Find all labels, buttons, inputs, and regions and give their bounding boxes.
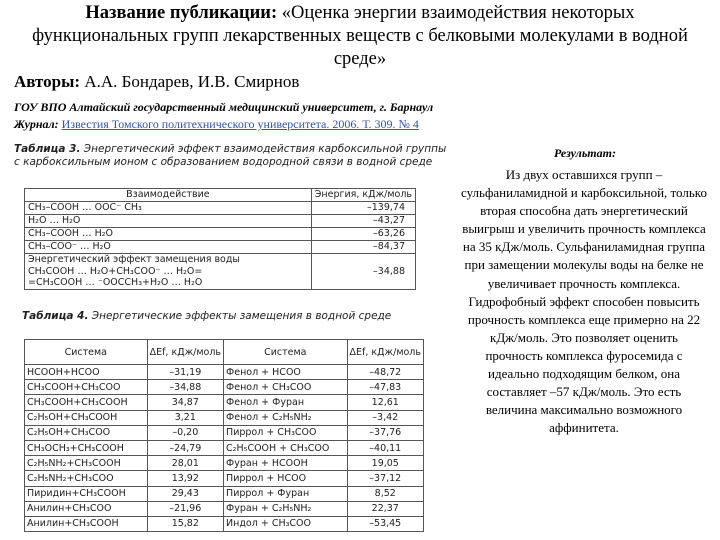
table4-body [25, 365, 424, 532]
authors-value: А.А. Бондарев, И.В. Смирнов [84, 72, 300, 91]
table4-cell: Фенол + Фуран [224, 395, 347, 410]
table4-cell: 15,82 [147, 516, 223, 531]
table4 [24, 339, 424, 532]
result-title: Результат: [554, 146, 616, 160]
table4-cell: –37,76 [347, 425, 423, 440]
table4-cell: 29,43 [147, 486, 223, 501]
table4-cell: –47,83 [347, 380, 423, 395]
table4-cell: Фенол + HCOO [224, 365, 347, 380]
table4-cell: C₂H₅COOH + CH₃COO [224, 440, 347, 455]
table-row [25, 215, 416, 228]
table4-header: Система [224, 340, 347, 365]
table4-cell: –24,79 [147, 440, 223, 455]
table3-caption [14, 143, 454, 168]
table-row [25, 456, 424, 471]
table4-caption-label: Таблица 4. [22, 310, 89, 322]
table3-cell: H₂O … H₂O [25, 215, 312, 228]
table3-exchange-label: Энергетический эффект замещения воды [28, 254, 240, 265]
table4-header-row [25, 340, 424, 365]
affiliation: ГОУ ВПО Алтайский государственный медицинский университет, г. Барнаул [14, 100, 434, 114]
table-row [25, 228, 416, 241]
result-text: Из двух оставшихся групп – сульфаниламидной и карбоксильной, только вторая способна дать энергетический выигрыш и увеличить прочность комплекса на 35 кДж/моль. Сульфаниламидная группа при замещении молекулы воды на белке не увеличивает прочность комплекса. Гидрофобный эффект способен повысить прочность комплекса еще примерно на 22 кДж/моль. Это позволяет оценить прочность комплекса фуросемида с идеально подходящим белком, она составляет –57 кДж/моль. Это есть величина максимально возможного аффинитета. [461, 167, 707, 436]
table4-cell: Пиррол + CH₃COO [224, 425, 347, 440]
table3-cell: CH₃–COOH … H₂O [25, 228, 312, 241]
table4-cell: Анилин+CH₃COOH [25, 516, 148, 531]
table4-cell: –53,45 [347, 516, 423, 531]
table-row [25, 410, 424, 425]
table-row [25, 365, 424, 380]
table4-cell: 19,05 [347, 456, 423, 471]
table4-cell: –3,42 [347, 410, 423, 425]
table3 [24, 188, 416, 290]
table4-header: ΔEf, кДж/моль [347, 340, 423, 365]
publication-title [20, 2, 700, 71]
table4-cell: Пиридин+CH₃COOH [25, 486, 148, 501]
table-row [25, 241, 416, 254]
table3-exchange-cell [25, 254, 312, 290]
table3-cell: CH₃–COOH … OOC⁻ CH₃ [25, 202, 312, 215]
authors-label: Авторы: [14, 72, 81, 91]
table4-header: Система [25, 340, 148, 365]
table4-cell: 34,87 [147, 395, 223, 410]
table4-cell: 3,21 [147, 410, 223, 425]
table4-cell: Анилин+CH₃COO [25, 501, 148, 516]
table4-cell: CH₃COOH+CH₃COO [25, 380, 148, 395]
table3-cell: –63,26 [311, 228, 415, 241]
table4-caption-text: Энергетические эффекты замещения в водной среде [91, 310, 392, 322]
table-row [25, 501, 424, 516]
table3-caption-text: Энергетический эффект взаимодействия карбоксильной группы с карбоксильным ионом с образованием водородной связи в водной среде [14, 143, 447, 168]
table-row [25, 425, 424, 440]
table3-header: Взаимодействие [25, 189, 312, 202]
table-row [25, 471, 424, 486]
table4-cell: –40,11 [347, 440, 423, 455]
title-label: Название публикации: [85, 3, 278, 23]
table3-exchange-line2: =CH₃COOH … ⁻OOCCH₃+H₂O … H₂O [28, 277, 203, 288]
table-row [25, 395, 424, 410]
journal-line [14, 117, 419, 132]
table-row [25, 254, 416, 290]
table-row [25, 486, 424, 501]
table4-cell: Пиррол + Фуран [224, 486, 347, 501]
table3-cell: –139,74 [311, 202, 415, 215]
table4-cell: Фенол + CH₃COO [224, 380, 347, 395]
table4-cell: CH₃OCH₃+CH₃COOH [25, 440, 148, 455]
authors-line [14, 72, 299, 92]
table4-cell: C₂H₅NH₂+CH₃COO [25, 471, 148, 486]
table4-cell: –31,19 [147, 365, 223, 380]
table4-cell: Фуран + C₂H₅NH₂ [224, 501, 347, 516]
table4-cell: Пиррол + HCOO [224, 471, 347, 486]
table4-cell: 28,01 [147, 456, 223, 471]
table4-cell: 12,61 [347, 395, 423, 410]
table4-cell: 13,92 [147, 471, 223, 486]
table4-header: ΔEf, кДж/моль [147, 340, 223, 365]
table3-header-row [25, 189, 416, 202]
table4-cell: Индол + CH₃COO [224, 516, 347, 531]
table4-cell: –48,72 [347, 365, 423, 380]
table3-exchange-line1: CH₃COOH … H₂O+CH₃COO⁻ … H₂O= [28, 265, 203, 277]
table4-cell: C₂H₅NH₂+CH₃COOH [25, 456, 148, 471]
table4-cell: –21,96 [147, 501, 223, 516]
table3-cell: CH₃–COO⁻ … H₂O [25, 241, 312, 254]
title-text: «Оценка энергии взаимодействия некоторых функциональных групп лекарственных веществ с белковыми молекулами в водной среде» [32, 3, 688, 69]
table4-cell: –34,88 [147, 380, 223, 395]
table3-exchange-value: –34,88 [311, 254, 415, 290]
table4-cell: Фуран + HCOOH [224, 456, 347, 471]
table3-header: Энергия, кДж/моль [311, 189, 415, 202]
table-row [25, 380, 424, 395]
table-row [25, 440, 424, 455]
table-row [25, 202, 416, 215]
table4-cell: Фенол + C₂H₅NH₂ [224, 410, 347, 425]
table4-cell: 22,37 [347, 501, 423, 516]
table4-caption [22, 310, 422, 323]
table4-cell: CH₃COOH+CH₃COOH [25, 395, 148, 410]
journal-link[interactable]: Известия Томского политехнического университета. 2006. Т. 309. № 4 [61, 117, 419, 131]
table3-caption-label: Таблица 3. [14, 143, 81, 155]
table4-cell: –37,12 [347, 471, 423, 486]
table3-cell: –43,27 [311, 215, 415, 228]
table4-cell: HCOOH+HCOO [25, 365, 148, 380]
table4-cell: 8,52 [347, 486, 423, 501]
table4-cell: C₂H₅OH+CH₃COOH [25, 410, 148, 425]
table4-cell: –0,20 [147, 425, 223, 440]
table4-cell: C₂H₅OH+CH₃COO [25, 425, 148, 440]
table3-cell: –84,37 [311, 241, 415, 254]
journal-label: Журнал: [14, 117, 59, 131]
table-row [25, 516, 424, 531]
